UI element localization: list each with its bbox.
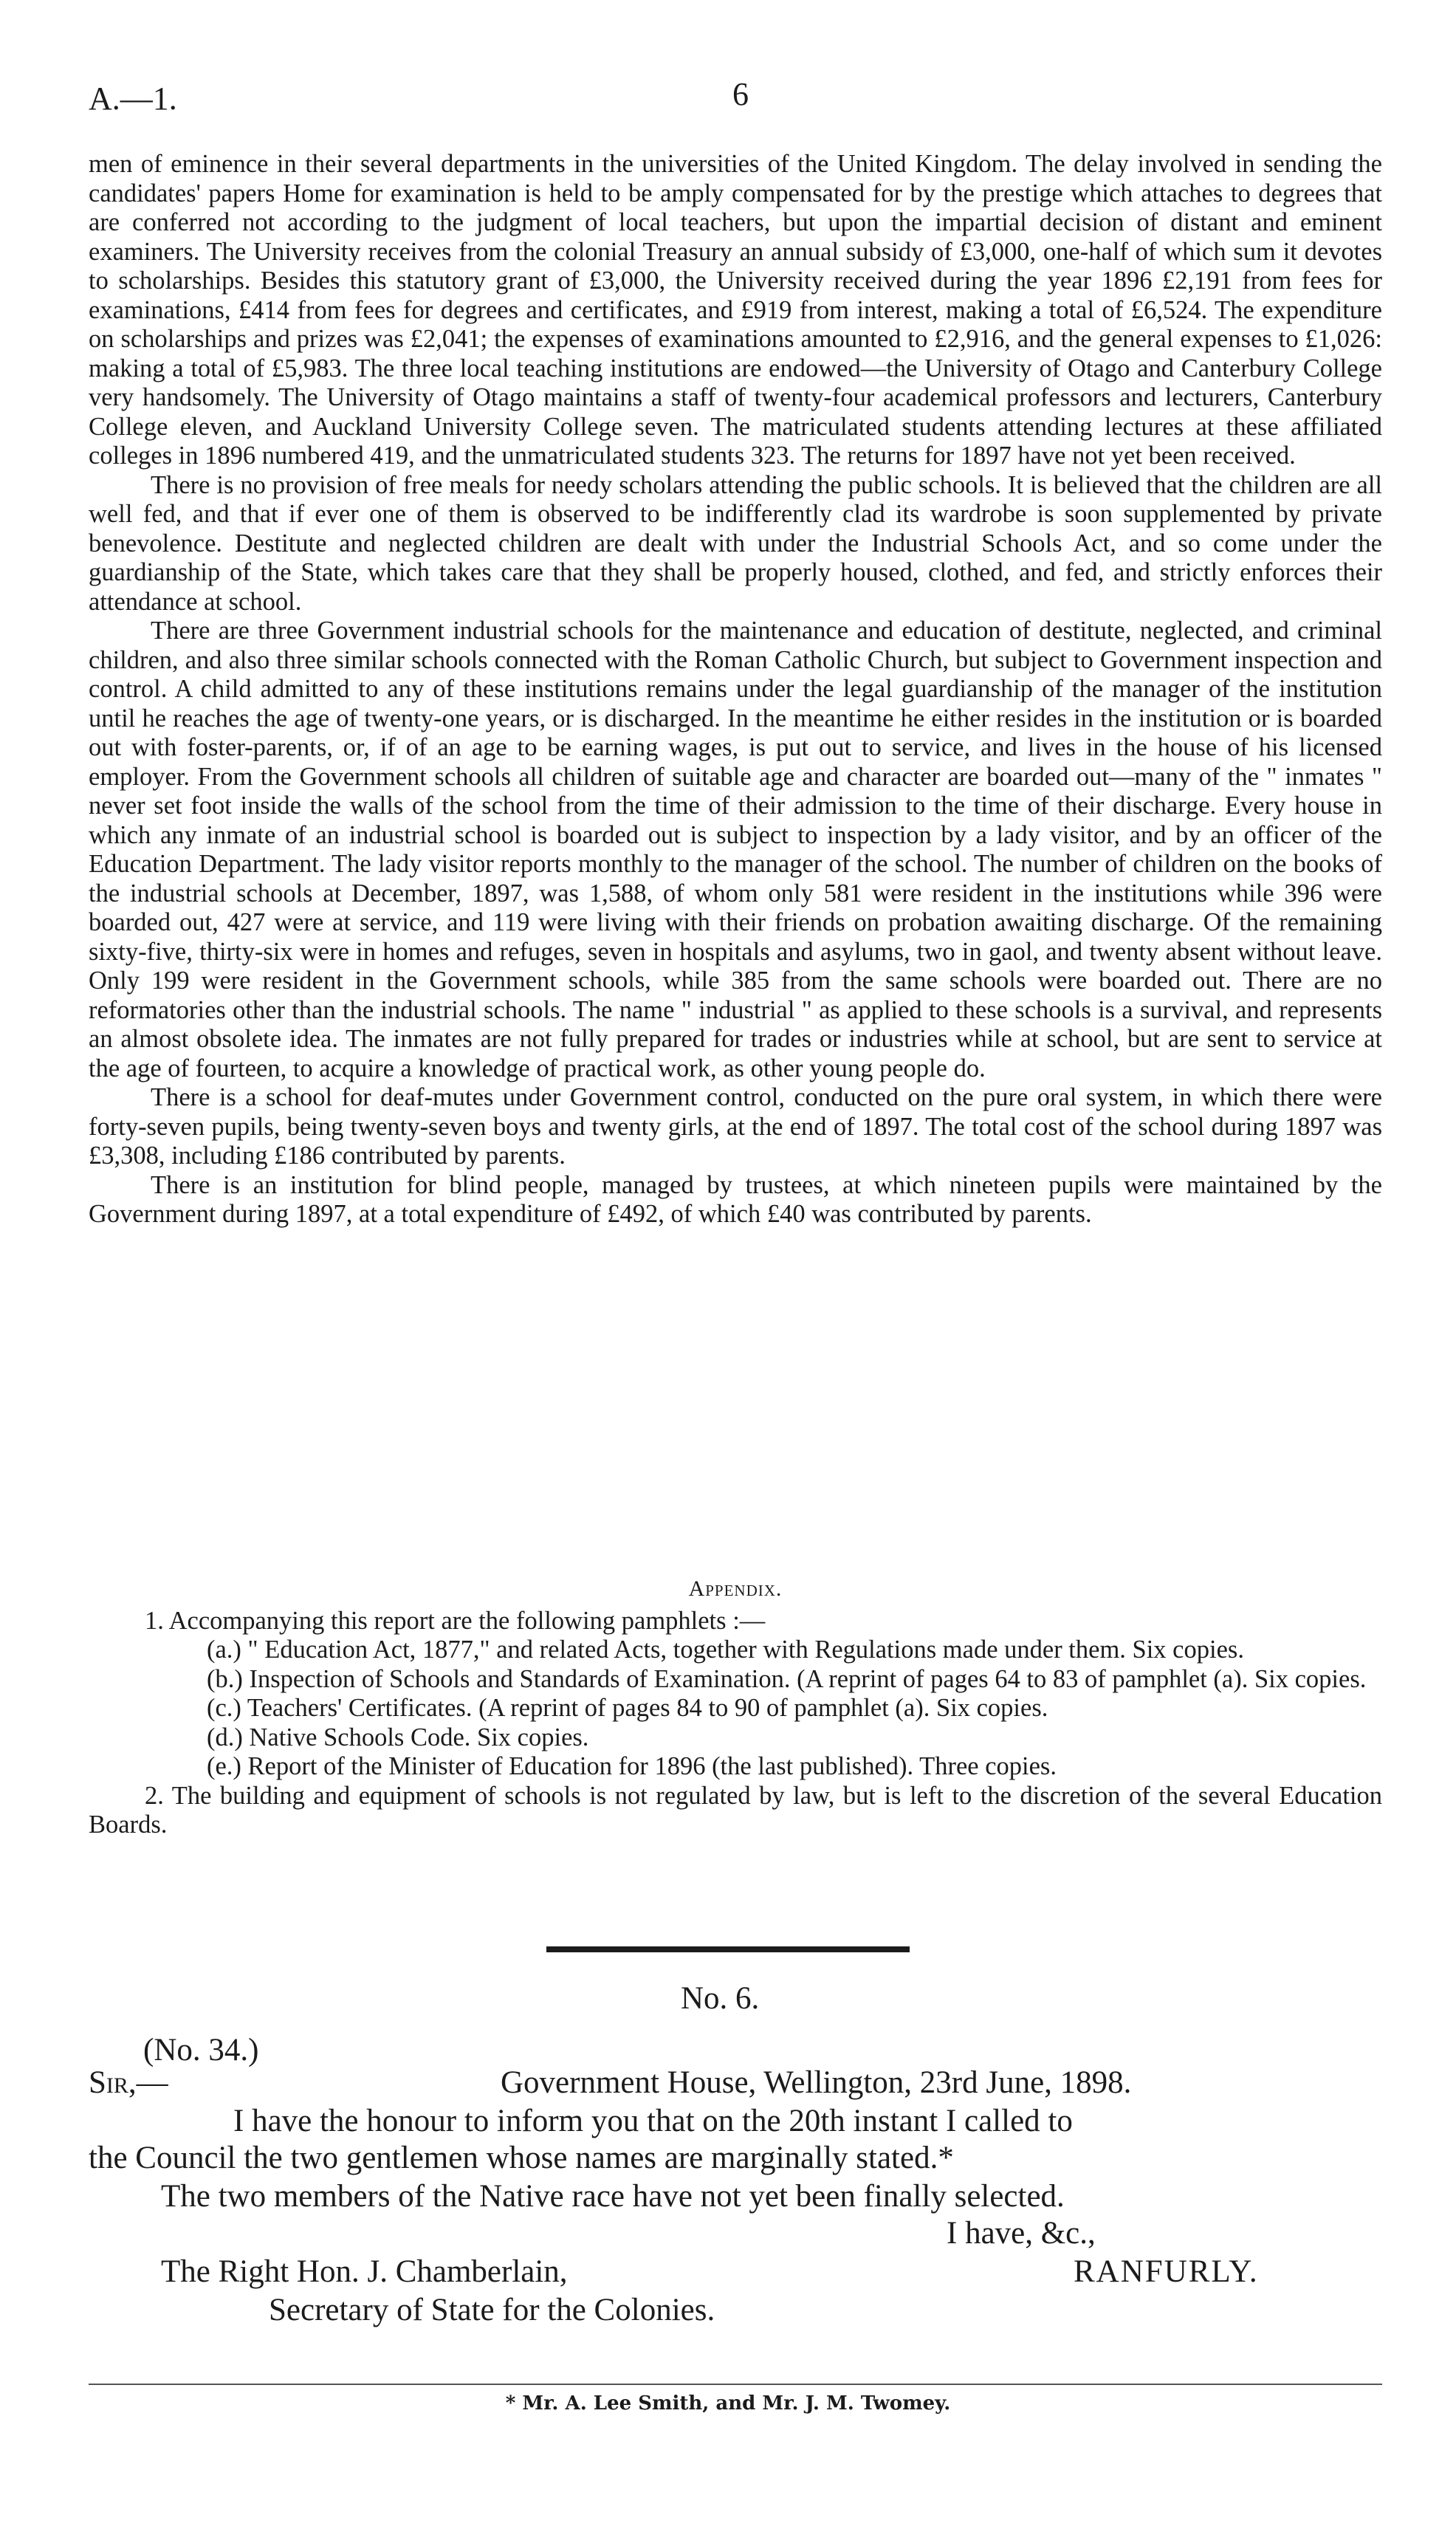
letter-line-3: The two members of the Native race have not yet been finally selected. [161, 2179, 1065, 2214]
document-reference: A.—1. [89, 80, 177, 117]
page-number: 6 [732, 76, 749, 112]
letter-closing: I have, &c., [947, 2216, 1096, 2251]
paragraph-university: men of eminence in their several departments in the universities of the United Kingdom. The delay involved in sending the candidates' papers Home for examination is held to be amply compensated for by the prestige which attaches to degrees that are conferred not according to the judgment of local teachers, but upon the impartial decision of distant and eminent examiners. The University receives from the colonial Treasury an annual subsidy of £3,000, one-half of which sum it devotes to scholarships. Besides this statutory grant of £3,000, the University received during the year 1896 £2,191 from fees for examinations, £414 from fees for degrees and certificates, and £919 from interest, making a total of £6,524. The expenditure on scholarships and prizes was £2,041; the expenses of examinations amounted to £2,916, and the general expenses to £1,026: making a total of £5,983. The three local teaching institutions are endowed—the University of Otago and Canterbury College very handsomely. The University of Otago maintains a staff of twenty-four academical professors and lecturers, Canterbury College eleven, and Auckland University College seven. The matriculated students attending lectures at these affiliated colleges in 1896 numbered 419, and the unmatriculated students 323. The returns for 1897 have not yet been received. [89, 150, 1382, 470]
letter-line-2: the Council the two gentlemen whose names are marginally stated.* [89, 2141, 954, 2175]
footnote-rule [89, 2384, 1382, 2385]
appendix-heading: Appendix. [688, 1576, 783, 1601]
salutation: Sir,— [89, 2065, 168, 2100]
signature: RANFURLY. [1074, 2254, 1259, 2289]
paragraph-industrial-schools: There are three Government industrial schools for the maintenance and education of destitute, neglected, and criminal children, and also three similar schools connected with the Roman Catholic Church, but subject to Government inspection and control. A child admitted to any of these institutions remains under the legal guardianship of the manager of the institution until he reaches the age of twenty-one years, or is discharged. In the meantime he either resides in the institution or is boarded out with foster-parents, or, if of an age to be earning wages, is put out to service, and lives in the house of his licensed employer. From the Government schools all children of suitable age and character are boarded out—many of the " inmates " never set foot inside the walls of the school from the time of their admission to the time of their discharge. Every house in which any inmate of an industrial school is boarded out is subject to inspection by a lady visitor, and by an officer of the Education Department. The lady visitor reports monthly to the manager of the school. The number of children on the books of the industrial schools at December, 1897, was 1,588, of whom only 581 were resident in the institutions while 396 were boarded out, 427 were at service, and 119 were living with their friends on probation awaiting discharge. Of the remaining sixty-five, thirty-six were in homes and refuges, seven in hospitals and asylums, two in gaol, and twenty absent without leave. Only 199 were resident in the Government schools, while 385 from the same schools were boarded out. There are no reformatories other than the industrial schools. The name " industrial " as applied to these schools is a survival, and represents an almost obsolete idea. The inmates are not fully prepared for trades or industries while at school, but are sent to service at the age of fourteen, to acquire a knowledge of practical work, as other young people do. [89, 617, 1382, 1082]
despatch-number: No. 6. [681, 1981, 760, 2016]
page-header [89, 76, 1381, 124]
appendix-item-1: 1. Accompanying this report are the following pamphlets :— [145, 1606, 766, 1635]
footnote: * Mr. A. Lee Smith, and Mr. J. M. Twomey. [505, 2392, 951, 2415]
report-body [89, 150, 1382, 1229]
address-date: Government House, Wellington, 23rd June, 1898. [501, 2065, 1132, 2100]
appendix-subitem-e: (e.) Report of the Minister of Education for 1896 (the last published). Three copies. [207, 1752, 1057, 1780]
section-divider [546, 1946, 910, 1952]
appendix-subitem-d: (d.) Native Schools Code. Six copies. [207, 1723, 589, 1751]
paragraph-deaf-mutes: There is a school for deaf-mutes under Government control, conducted on the pure oral system, in which there were forty-seven pupils, being twenty-seven boys and twenty girls, at the end of 1897. The total cost of the school during 1897 was £3,308, including £186 contributed by parents. [89, 1083, 1382, 1170]
recipient-title: Secretary of State for the Colonies. [269, 2293, 715, 2327]
recipient-name: The Right Hon. J. Chamberlain, [161, 2254, 568, 2289]
appendix-item-2: 2. The building and equipment of schools is not regulated by law, but is left to the discretion of the several Education Boards. [89, 1781, 1382, 1839]
paragraph-blind: There is an institution for blind people, managed by trustees, at which nineteen pupils were maintained by the Government during 1897, at a total expenditure of £492, of which £40 was contributed by parents. [89, 1170, 1382, 1228]
appendix-subitem-b: (b.) Inspection of Schools and Standards of Examination. (A reprint of pages 64 to 83 of pamphlet (a). Six copies. [207, 1664, 1367, 1693]
appendix-subitem-c: (c.) Teachers' Certificates. (A reprint of pages 84 to 90 of pamphlet (a). Six copies. [207, 1694, 1048, 1722]
appendix-subitem-a: (a.) " Education Act, 1877," and related Acts, together with Regulations made under them. Six copies. [207, 1636, 1244, 1664]
despatch-reference: (No. 34.) [143, 2033, 259, 2068]
paragraph-free-meals: There is no provision of free meals for needy scholars attending the public schools. It is believed that the children are all well fed, and that if ever one of them is observed to be indifferently clad its wardrobe is soon supplemented by private benevolence. Destitute and neglected children are dealt with under the Industrial Schools Act, and so come under the guardianship of the State, which takes care that they shall be properly housed, clothed, and fed, and strictly enforces their attendance at school. [89, 470, 1382, 616]
letter-line-1: I have the honour to inform you that on the 20th instant I called to [233, 2104, 1073, 2138]
appendix-section [89, 1574, 1382, 1840]
